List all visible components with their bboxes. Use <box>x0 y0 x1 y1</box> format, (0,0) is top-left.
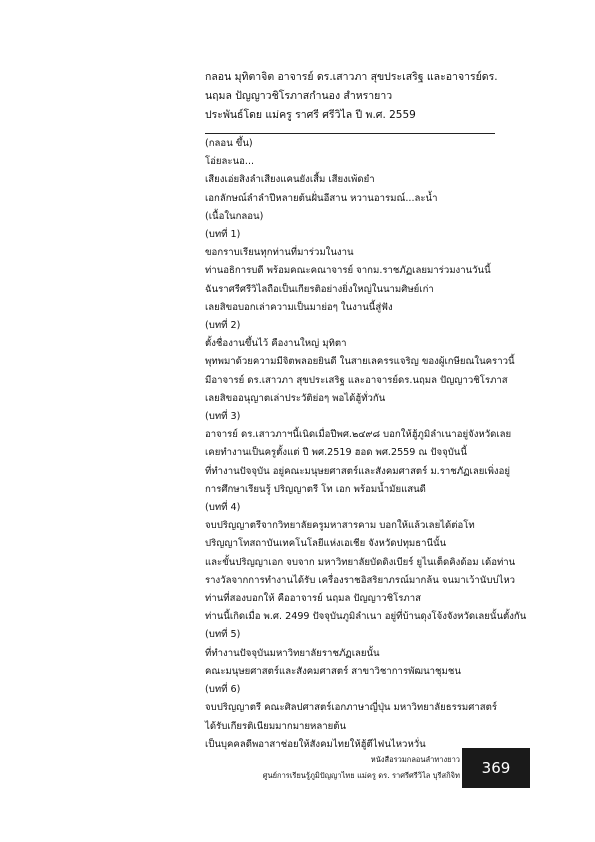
footer-publisher: ศูนย์การเรียนรู้ภูมิปัญญาไทย แม่ครู ดร. ราศรีศรีวิไล บุรีสกิจิท <box>262 771 460 780</box>
header-line-1: กลอน มุทิตาจิต อาจารย์ ดร.เสาวภา สุขประเสริฐ และอาจารย์ดร. <box>205 71 498 83</box>
poem-line: และขั้นปริญญาเอก จบจาก มหาวิทยาลัยบัดดิงเบียร์ ยูไนเต็ดคิงด้อม เด้อท่าน <box>205 556 516 568</box>
poem-line: พุทพมาด้วยความมีจิตพลอยยินดี ในสายเลครรแจริญ ของผู้เกษียณในคราวนี้ <box>205 356 515 368</box>
poem-line: เป็นบุคคลดีพอาสาช่อยให้สังคมไทยให้ฮู้ตีไฟนไหวหวั่น <box>205 738 426 750</box>
page-footer <box>230 752 460 784</box>
poem-line: ปริญญาโทสถาบันเทคโนโลยีแห่งเอเชีย จังหวัดปทุมธานีนั้น <box>205 538 447 550</box>
poem-line: ตั้งชื่องานขึ้นไว้ คืองานใหญ่ มุทิตา <box>205 338 347 350</box>
poem-line: มีอาจารย์ ดร.เสาวภา สุขประเสริฐ และอาจารย์ดร.นฤมล ปัญญาวชิโรภาส <box>205 374 508 386</box>
poem-line: เลยสิขอบอกเล่าความเป็นมาย่อๆ ในงานนี้สู่ฟัง <box>205 301 393 313</box>
poem-line: จบปริญญาตรีจากวิทยาลัยครูมหาสารคาม บอกให้แล้วเลยได้ต่อโท <box>205 520 475 532</box>
poem-line: (บทที่ 6) <box>205 684 241 696</box>
footer-book-title: หนังสือรวมกลอนลำทางยาว <box>370 755 460 764</box>
poem-line: ขอกราบเรียนทุกท่านที่มาร่วมในงาน <box>205 247 354 259</box>
header-underline <box>205 133 495 134</box>
poem-line: เอกลักษณ์ลำลำปีหลายต้นฝั่นอีสาน หวานอารมณ์...ละน้ำ <box>205 192 438 204</box>
poem-line: ท่านนี้เกิดเมื่อ พ.ศ. 2499 ปัจจุบันภูมิลำเนา อยู่ที่บ้านดุงโจ้งจังหวัดเลยนั้นตั้งกัน <box>205 611 527 623</box>
poem-line: (บทที่ 2) <box>205 320 241 332</box>
page-number: 369 <box>462 748 530 788</box>
poem-line: รางวัลจากการทำงานได้รับ เครื่องราชอิสริยาภรณ์มากล้น จนมาเว้านับบ่ไหว <box>205 574 516 586</box>
poem-line: ได้รับเกียรติเนียมมากมายหลายต้น <box>205 720 347 732</box>
poem-line: อาจารย์ ดร.เสาวภาฯนี้เนิดเมื่อปีพศ.๒๔๙๘ บอกให้ฮู้ภูมิลำเนาอยู่จังหวัดเลย <box>205 429 512 441</box>
poem-line: การศึกษาเรียนรู้ ปริญญาตรี โท เอก พร้อมน้ำมัยแสนดี <box>205 483 426 495</box>
poem-line: (บทที่ 4) <box>205 502 241 514</box>
poem-line: เลยสิขออนุญาตเล่าประวัติย่อๆ พอได้ฮู้ทั่วกัน <box>205 392 386 404</box>
poem-body <box>205 135 535 754</box>
poem-line: ที่ทำงานปัจจุบันมหาวิทยาลัยราชภัฏเลยนั้น <box>205 647 380 659</box>
poem-line: ฉันราศรีศรีวิไลถือเป็นเกียรติอย่างยิ่งใหญ่ในนามศิษย์เก่า <box>205 283 434 295</box>
poem-line: ท่านอธิการบดี พร้อมคณะคณาจารย์ จากม.ราชภัฏเลยมาร่วมงานวันนี้ <box>205 265 491 277</box>
poem-line: (บทที่ 3) <box>205 411 241 423</box>
poem-line: (กลอน ขึ้น) <box>205 138 253 149</box>
header-line-3: ประพันธ์โดย แม่ครู ราศรี ศรีวิไล ปี พ.ศ. 2559 <box>205 109 416 121</box>
poem-line: จบปริญญาตรี คณะศิลปศาสตร์เอกภาษาญี่ปุ่น มหาวิทยาลัยธรรมศาสตร์ <box>205 702 497 714</box>
poem-header <box>205 68 545 125</box>
poem-line: เคยทำงานเป็นครูตั้งแต่ ปี พศ.2519 ฮอด พศ.2559 ณ ปัจจุบันนี้ <box>205 447 467 459</box>
header-line-2: นฤมล ปัญญาวชิโรภาสกำนอง สำหรายาว <box>205 90 393 102</box>
poem-line: (บทที่ 1) <box>205 229 241 241</box>
poem-line: โอ่ยละนอ... <box>205 156 255 168</box>
poem-line: ท่านที่สองบอกให้ คืออาจารย์ นฤมล ปัญญาวชิโรภาส <box>205 593 421 605</box>
poem-line: ที่ทำงานปัจจุบัน อยู่คณะมนุษยศาสตร์และสังคมศาสตร์ ม.ราชภัฏเลยเพิ่งอยู่ <box>205 465 510 477</box>
poem-line: (บทที่ 5) <box>205 629 241 641</box>
poem-line: เสียงเอ่ยสิงลำเสียงแคนยังเสี้ม เสียงเพ้ดยำ <box>205 174 375 186</box>
poem-line: คณะมนุษยศาสตร์และสังคมศาสตร์ สาขาวิชาการพัฒนาชุมชน <box>205 665 461 677</box>
poem-line: (เนื้อในกลอน) <box>205 210 264 222</box>
